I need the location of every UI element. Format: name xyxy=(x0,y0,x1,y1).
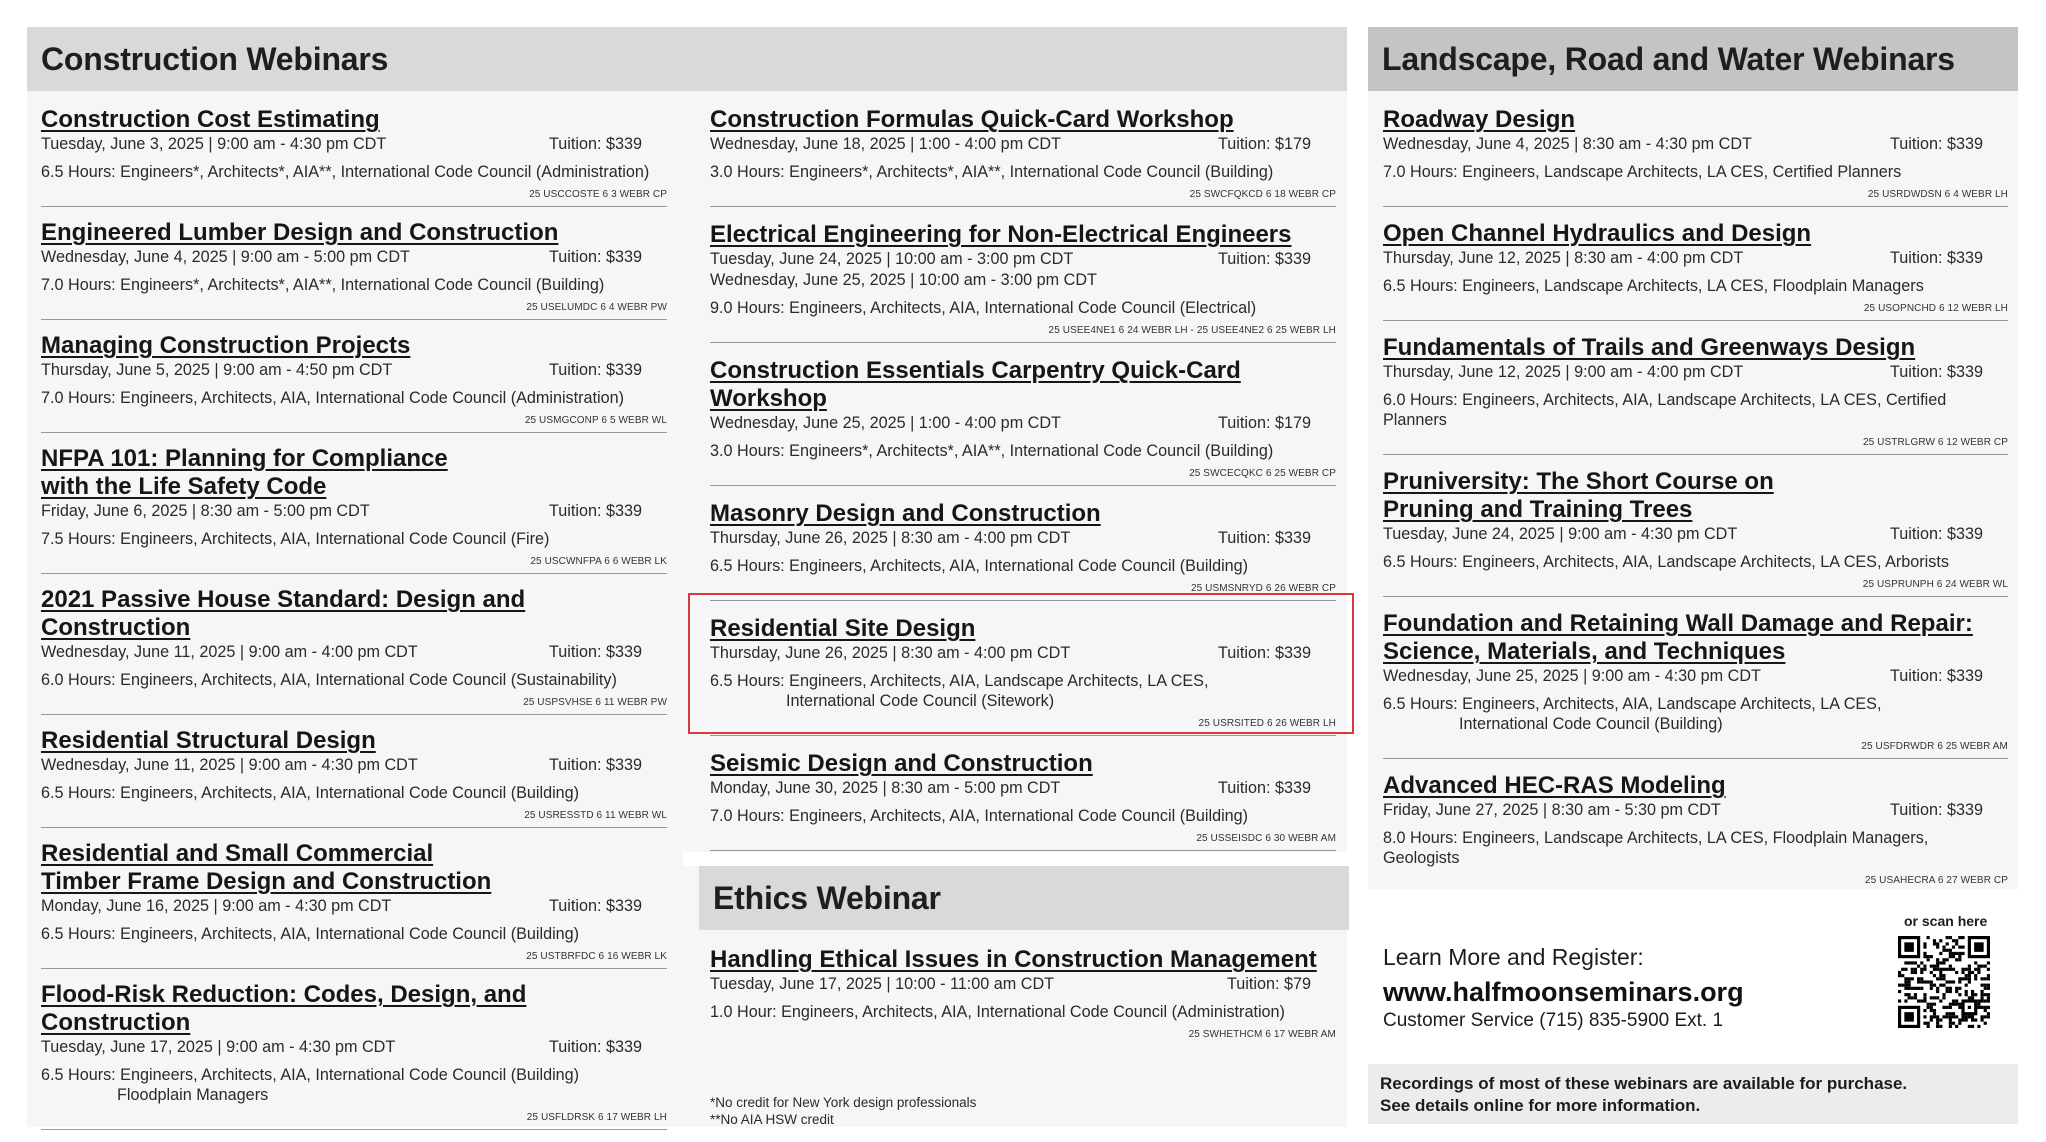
webinar-title-line[interactable]: Pruniversity: The Short Course on xyxy=(1383,468,1774,495)
webinar-credits xyxy=(41,162,667,182)
footnote-1: *No credit for New York design professionals xyxy=(710,1095,977,1110)
webinar-tuition: Tuition: $339 xyxy=(1218,529,1311,547)
webinar-tuition: Tuition: $179 xyxy=(1218,135,1311,153)
ethics-column xyxy=(710,946,1336,1046)
webinar-credits-line: 6.5 Hours: Engineers, Architects, AIA, International Code Council (Building) xyxy=(710,557,1249,575)
webinar-tuition: Tuition: $339 xyxy=(1218,779,1311,797)
webinar-title-line[interactable]: 2021 Passive House Standard: Design and Construction xyxy=(41,586,526,641)
webinar-tuition: Tuition: $339 xyxy=(1890,667,1983,685)
qr-code-icon[interactable] xyxy=(1898,936,1990,1028)
webinar-code: 25 USOPNCHD 6 12 WEBR LH xyxy=(1863,303,2008,314)
ethics-heading: Ethics Webinar xyxy=(713,880,941,916)
webinar-meta xyxy=(41,1037,667,1058)
webinar-credits-line: 7.0 Hours: Engineers, Landscape Architects, LA CES, Certified Planners xyxy=(1383,163,1902,181)
webinar-tuition: Tuition: $339 xyxy=(549,897,642,915)
webinar-entry xyxy=(1383,220,2008,321)
webinar-tuition: Tuition: $339 xyxy=(1218,644,1311,662)
webinar-credits xyxy=(1383,390,2008,430)
construction-header xyxy=(27,27,1347,91)
webinar-credits xyxy=(710,162,1336,182)
scan-label: or scan here xyxy=(1904,913,1988,929)
webinar-entry xyxy=(41,981,667,1130)
webinar-meta xyxy=(710,974,1336,995)
webinar-title[interactable] xyxy=(1383,468,2008,524)
webinar-meta xyxy=(1383,134,2008,155)
webinar-code: 25 USCCOSTE 6 3 WEBR CP xyxy=(529,189,667,200)
webinar-title[interactable] xyxy=(41,332,667,360)
webinar-title[interactable] xyxy=(710,750,1336,778)
webinar-tuition: Tuition: $79 xyxy=(1227,975,1311,993)
landscape-header xyxy=(1368,27,2018,91)
webinar-meta xyxy=(41,642,667,663)
footnote-2: **No AIA HSW credit xyxy=(710,1112,834,1127)
webinar-title-line[interactable]: Residential Site Design xyxy=(710,615,976,642)
webinar-credits-line: 6.0 Hours: Engineers, Architects, AIA, International Code Council (Sustainability) xyxy=(41,671,617,689)
webinar-title[interactable] xyxy=(1383,106,2008,134)
webinar-title-line[interactable]: Foundation and Retaining Wall Damage and Repair: xyxy=(1383,610,1973,637)
webinar-meta xyxy=(1383,524,2008,545)
webinar-credits xyxy=(710,298,1336,318)
webinar-title[interactable] xyxy=(1383,610,2008,666)
webinar-tuition: Tuition: $339 xyxy=(1890,135,1983,153)
webinar-credits xyxy=(1383,552,2008,572)
webinar-credits-line: 7.0 Hours: Engineers, Architects, AIA, International Code Council (Building) xyxy=(710,807,1249,825)
webinar-entry xyxy=(710,221,1336,343)
webinar-credits xyxy=(1383,694,2008,734)
webinar-entry xyxy=(710,500,1336,601)
recordings-note xyxy=(1368,1064,2018,1124)
webinar-title[interactable] xyxy=(41,445,667,501)
webinar-title-line[interactable]: Residential Structural Design xyxy=(41,727,376,754)
webinar-meta xyxy=(41,755,667,776)
webinar-credits xyxy=(1383,828,2008,868)
webinar-title-line[interactable]: Handling Ethical Issues in Construction Management xyxy=(710,946,1317,973)
webinar-title[interactable] xyxy=(41,727,667,755)
webinar-meta xyxy=(710,413,1336,434)
webinar-date: Monday, June 16, 2025 | 9:00 am - 4:30 pm CDT xyxy=(41,897,392,915)
webinar-meta xyxy=(1383,666,2008,687)
webinar-title[interactable] xyxy=(710,221,1336,249)
webinar-credits xyxy=(41,275,667,295)
webinar-credits xyxy=(710,1002,1336,1022)
customer-service: Customer Service (715) 835-5900 Ext. 1 xyxy=(1383,1010,1724,1031)
webinar-date: Thursday, June 12, 2025 | 8:30 am - 4:00 pm CDT xyxy=(1383,249,1744,267)
webinar-title-line[interactable]: Science, Materials, and Techniques xyxy=(1383,638,1786,665)
webinar-meta xyxy=(41,360,667,381)
webinar-date: Thursday, June 12, 2025 | 9:00 am - 4:00 pm CDT xyxy=(1383,363,1744,381)
webinar-entry xyxy=(41,840,667,969)
webinar-entry xyxy=(710,357,1336,486)
landscape-column xyxy=(1383,106,2008,905)
webinar-title-line[interactable]: Construction Essentials Carpentry Quick-Card Workshop xyxy=(710,357,1241,412)
webinar-date: Thursday, June 26, 2025 | 8:30 am - 4:00 pm CDT xyxy=(710,644,1071,662)
webinar-date: Wednesday, June 4, 2025 | 9:00 am - 5:00 pm CDT xyxy=(41,248,410,266)
webinar-credits xyxy=(1383,162,2008,182)
recordings-line-2: See details online for more information. xyxy=(1380,1096,1701,1115)
webinar-credits-line: International Code Council (Building) xyxy=(1459,715,1723,733)
webinar-credits-line: 6.5 Hours: Engineers, Architects, AIA, International Code Council (Building) xyxy=(41,784,580,802)
webinar-title-line[interactable]: NFPA 101: Planning for Compliance xyxy=(41,445,448,472)
webinar-title[interactable] xyxy=(710,500,1336,528)
webinar-credits xyxy=(710,806,1336,826)
webinar-title-line[interactable]: Flood-Risk Reduction: Codes, Design, and Construction xyxy=(41,981,527,1036)
webinar-entry xyxy=(1383,610,2008,759)
webinar-code: 25 USCWNFPA 6 6 WEBR LK xyxy=(530,556,667,567)
webinar-credits xyxy=(41,388,667,408)
webinar-code: 25 USMSNRYD 6 26 WEBR CP xyxy=(1190,583,1336,594)
learn-more-text: Learn More and Register: xyxy=(1383,944,1644,970)
webinar-title-line[interactable]: Masonry Design and Construction xyxy=(710,500,1101,527)
webinar-meta xyxy=(710,134,1336,155)
webinar-title[interactable] xyxy=(1383,772,2008,800)
construction-column-1 xyxy=(41,106,667,1142)
webinar-code: 25 USSEISDC 6 30 WEBR AM xyxy=(1196,833,1336,844)
ethics-header xyxy=(699,866,1349,930)
webinar-tuition: Tuition: $339 xyxy=(1890,363,1983,381)
webinar-entry xyxy=(1383,772,2008,892)
webinar-tuition: Tuition: $339 xyxy=(549,248,642,266)
webinar-credits-line: 7.0 Hours: Engineers*, Architects*, AIA**, International Code Council (Building) xyxy=(41,276,605,294)
webinar-tuition: Tuition: $339 xyxy=(549,135,642,153)
webinar-date: Wednesday, June 25, 2025 | 10:00 am - 3:00 pm CDT xyxy=(710,271,1097,289)
webinar-date: Wednesday, June 25, 2025 | 9:00 am - 4:30 pm CDT xyxy=(1383,667,1761,685)
webinar-date: Friday, June 27, 2025 | 8:30 am - 5:30 pm CDT xyxy=(1383,801,1721,819)
webinar-meta xyxy=(41,134,667,155)
webinar-title-line[interactable]: with the Life Safety Code xyxy=(41,473,327,500)
webinar-meta xyxy=(1383,362,2008,383)
webinar-code: 25 USPSVHSE 6 11 WEBR PW xyxy=(523,697,667,708)
webinar-credits xyxy=(710,441,1336,461)
webinar-tuition: Tuition: $339 xyxy=(549,756,642,774)
webinar-credits-line: 3.0 Hours: Engineers*, Architects*, AIA**, International Code Council (Building) xyxy=(710,163,1274,181)
webinar-tuition: Tuition: $339 xyxy=(1890,801,1983,819)
webinar-meta xyxy=(710,249,1336,291)
webinar-entry xyxy=(41,219,667,320)
webinar-date: Wednesday, June 4, 2025 | 8:30 am - 4:30 pm CDT xyxy=(1383,135,1752,153)
highlight-box xyxy=(688,593,1354,734)
webinar-title[interactable] xyxy=(41,840,667,896)
webinar-tuition: Tuition: $339 xyxy=(1890,249,1983,267)
landscape-heading: Landscape, Road and Water Webinars xyxy=(1382,41,1955,77)
webinar-credits xyxy=(710,556,1336,576)
webinar-tuition: Tuition: $179 xyxy=(1218,414,1311,432)
webinar-code: 25 USRSITED 6 26 WEBR LH xyxy=(1198,718,1336,729)
webinar-credits-line: 6.5 Hours: Engineers, Architects, AIA, Landscape Architects, LA CES, xyxy=(710,672,1209,690)
webinar-date: Wednesday, June 11, 2025 | 9:00 am - 4:30 pm CDT xyxy=(41,756,418,774)
webinar-title[interactable] xyxy=(41,219,667,247)
webinar-tuition: Tuition: $339 xyxy=(549,1038,642,1056)
webinar-credits-line: 6.5 Hours: Engineers, Landscape Architects, LA CES, Floodplain Managers xyxy=(1383,277,1924,295)
webinar-date: Wednesday, June 11, 2025 | 9:00 am - 4:00 pm CDT xyxy=(41,643,418,661)
webinar-date: Wednesday, June 25, 2025 | 1:00 - 4:00 pm CDT xyxy=(710,414,1061,432)
webinar-credits-line: 6.5 Hours: Engineers, Architects, AIA, Landscape Architects, LA CES, xyxy=(1383,695,1882,713)
webinar-entry xyxy=(41,727,667,828)
webinar-meta xyxy=(710,778,1336,799)
webinar-tuition: Tuition: $339 xyxy=(549,502,642,520)
construction-column-2 xyxy=(710,106,1336,865)
webinar-title-line[interactable]: Seismic Design and Construction xyxy=(710,750,1093,777)
webinar-meta xyxy=(41,247,667,268)
webinar-title-line[interactable]: Open Channel Hydraulics and Design xyxy=(1383,220,1812,247)
webinar-credits-line: 6.5 Hours: Engineers*, Architects*, AIA**, International Code Council (Administration) xyxy=(41,163,650,181)
webinar-title[interactable] xyxy=(41,586,667,642)
webinar-code: 25 USRESSTD 6 11 WEBR WL xyxy=(524,810,667,821)
webinar-tuition: Tuition: $339 xyxy=(1218,250,1311,268)
webinar-title-line[interactable]: Roadway Design xyxy=(1383,106,1576,133)
webinar-credits-line: International Code Council (Sitework) xyxy=(786,692,1055,710)
webinar-date: Tuesday, June 17, 2025 | 9:00 am - 4:30 pm CDT xyxy=(41,1038,396,1056)
webinar-title-line[interactable]: Construction Cost Estimating xyxy=(41,106,380,133)
webinar-credits-line: 7.5 Hours: Engineers, Architects, AIA, International Code Council (Fire) xyxy=(41,530,550,548)
webinar-code: 25 USMGCONP 6 5 WEBR WL xyxy=(524,415,667,426)
webinar-entry xyxy=(41,445,667,574)
webinar-code: 25 USFLDRSK 6 17 WEBR LH xyxy=(526,1112,667,1123)
webinar-entry xyxy=(1383,468,2008,597)
webinar-meta xyxy=(41,501,667,522)
webinar-date: Tuesday, June 24, 2025 | 10:00 am - 3:00 pm CDT xyxy=(710,250,1074,268)
website-link[interactable]: www.halfmoonseminars.org xyxy=(1383,977,1744,1007)
webinar-entry xyxy=(1383,334,2008,455)
webinar-meta xyxy=(1383,248,2008,269)
webinar-credits-line: 6.0 Hours: Engineers, Architects, AIA, Landscape Architects, LA CES, Certified Planners xyxy=(1383,391,1947,429)
webinar-credits-line: 6.5 Hours: Engineers, Architects, AIA, International Code Council (Building) xyxy=(41,925,580,943)
webinar-credits-line: 7.0 Hours: Engineers, Architects, AIA, International Code Council (Administration) xyxy=(41,389,625,407)
webinar-code: 25 USELUMDC 6 4 WEBR PW xyxy=(526,302,667,313)
webinar-title[interactable] xyxy=(710,946,1336,974)
webinar-credits-line: 6.5 Hours: Engineers, Architects, AIA, Landscape Architects, LA CES, Arborists xyxy=(1383,553,1949,571)
webinar-credits xyxy=(41,529,667,549)
webinar-title[interactable] xyxy=(1383,334,2008,362)
webinar-credits-line: 8.0 Hours: Engineers, Landscape Architects, LA CES, Floodplain Managers, Geologists xyxy=(1383,829,1929,867)
webinar-title-line[interactable]: Engineered Lumber Design and Construction xyxy=(41,219,559,246)
webinar-title[interactable] xyxy=(1383,220,2008,248)
webinar-code: 25 SWCFQKCD 6 18 WEBR CP xyxy=(1189,189,1336,200)
webinar-credits xyxy=(1383,276,2008,296)
webinar-title-line[interactable]: Residential and Small Commercial xyxy=(41,840,434,867)
webinar-date: Friday, June 6, 2025 | 8:30 am - 5:00 pm CDT xyxy=(41,502,370,520)
webinar-tuition: Tuition: $339 xyxy=(549,361,642,379)
webinar-code: 25 SWHETHCM 6 17 WEBR AM xyxy=(1188,1029,1336,1040)
register-block xyxy=(1383,944,1744,1032)
webinar-credits xyxy=(41,670,667,690)
webinar-code: 25 USPRUNPH 6 24 WEBR WL xyxy=(1862,579,2008,590)
webinar-entry xyxy=(1383,106,2008,207)
webinar-tuition: Tuition: $339 xyxy=(1890,525,1983,543)
construction-heading: Construction Webinars xyxy=(41,41,389,77)
webinar-credits-line: 9.0 Hours: Engineers, Architects, AIA, International Code Council (Electrical) xyxy=(710,299,1257,317)
webinar-title[interactable] xyxy=(41,981,667,1037)
webinar-entry xyxy=(41,106,667,207)
footnotes xyxy=(710,1094,976,1128)
webinar-date: Thursday, June 5, 2025 | 9:00 am - 4:50 pm CDT xyxy=(41,361,393,379)
webinar-credits-line: Floodplain Managers xyxy=(117,1086,269,1104)
webinar-title-line[interactable]: Timber Frame Design and Construction xyxy=(41,868,492,895)
webinar-entry xyxy=(41,586,667,715)
webinar-meta xyxy=(1383,800,2008,821)
webinar-credits xyxy=(41,783,667,803)
webinar-meta xyxy=(710,528,1336,549)
webinar-code: 25 USFDRWDR 6 25 WEBR AM xyxy=(1861,741,2008,752)
webinar-title-line[interactable]: Construction Formulas Quick-Card Workshop xyxy=(710,106,1234,133)
webinar-date: Monday, June 30, 2025 | 8:30 am - 5:00 pm CDT xyxy=(710,779,1061,797)
webinar-title-line[interactable]: Pruning and Training Trees xyxy=(1383,496,1693,523)
webinar-title[interactable] xyxy=(41,106,667,134)
webinar-title-line[interactable]: Managing Construction Projects xyxy=(41,332,411,359)
webinar-date: Tuesday, June 24, 2025 | 9:00 am - 4:30 pm CDT xyxy=(1383,525,1738,543)
webinar-entry xyxy=(710,106,1336,207)
webinar-credits-line: 6.5 Hours: Engineers, Architects, AIA, International Code Council (Building) xyxy=(41,1066,580,1084)
webinar-code: 25 USEE4NE1 6 24 WEBR LH - 25 USEE4NE2 6 25 WEBR LH xyxy=(1048,325,1336,336)
webinar-title-line[interactable]: Advanced HEC-RAS Modeling xyxy=(1383,772,1726,799)
webinar-code: 25 SWCECQKC 6 25 WEBR CP xyxy=(1189,468,1336,479)
webinar-credits-line: 3.0 Hours: Engineers*, Architects*, AIA**, International Code Council (Building) xyxy=(710,442,1274,460)
webinar-entry xyxy=(710,946,1336,1046)
recordings-line-1: Recordings of most of these webinars are available for purchase. xyxy=(1380,1074,1908,1093)
webinar-credits xyxy=(41,1065,667,1105)
webinar-code: 25 USTRLGRW 6 12 WEBR CP xyxy=(1862,437,2008,448)
webinar-entry xyxy=(710,750,1336,851)
webinar-code: 25 USTBRFDC 6 16 WEBR LK xyxy=(526,951,667,962)
webinar-meta xyxy=(41,896,667,917)
webinar-credits-line: 1.0 Hour: Engineers, Architects, AIA, International Code Council (Administration) xyxy=(710,1003,1285,1021)
webinar-code: 25 USAHECRA 6 27 WEBR CP xyxy=(1864,875,2008,886)
webinar-title-line[interactable]: Electrical Engineering for Non-Electrical Engineers xyxy=(710,221,1292,248)
webinar-credits xyxy=(41,924,667,944)
webinar-tuition: Tuition: $339 xyxy=(549,643,642,661)
webinar-title[interactable] xyxy=(710,106,1336,134)
webinar-date: Thursday, June 26, 2025 | 8:30 am - 4:00 pm CDT xyxy=(710,529,1071,547)
webinar-date: Wednesday, June 18, 2025 | 1:00 - 4:00 pm CDT xyxy=(710,135,1061,153)
webinar-title-line[interactable]: Fundamentals of Trails and Greenways Design xyxy=(1383,334,1916,361)
webinar-entry xyxy=(41,332,667,433)
webinar-date: Tuesday, June 3, 2025 | 9:00 am - 4:30 pm CDT xyxy=(41,135,387,153)
webinar-code: 25 USRDWDSN 6 4 WEBR LH xyxy=(1867,189,2008,200)
webinar-date: Tuesday, June 17, 2025 | 10:00 - 11:00 am CDT xyxy=(710,975,1055,993)
webinar-title[interactable] xyxy=(710,357,1336,413)
